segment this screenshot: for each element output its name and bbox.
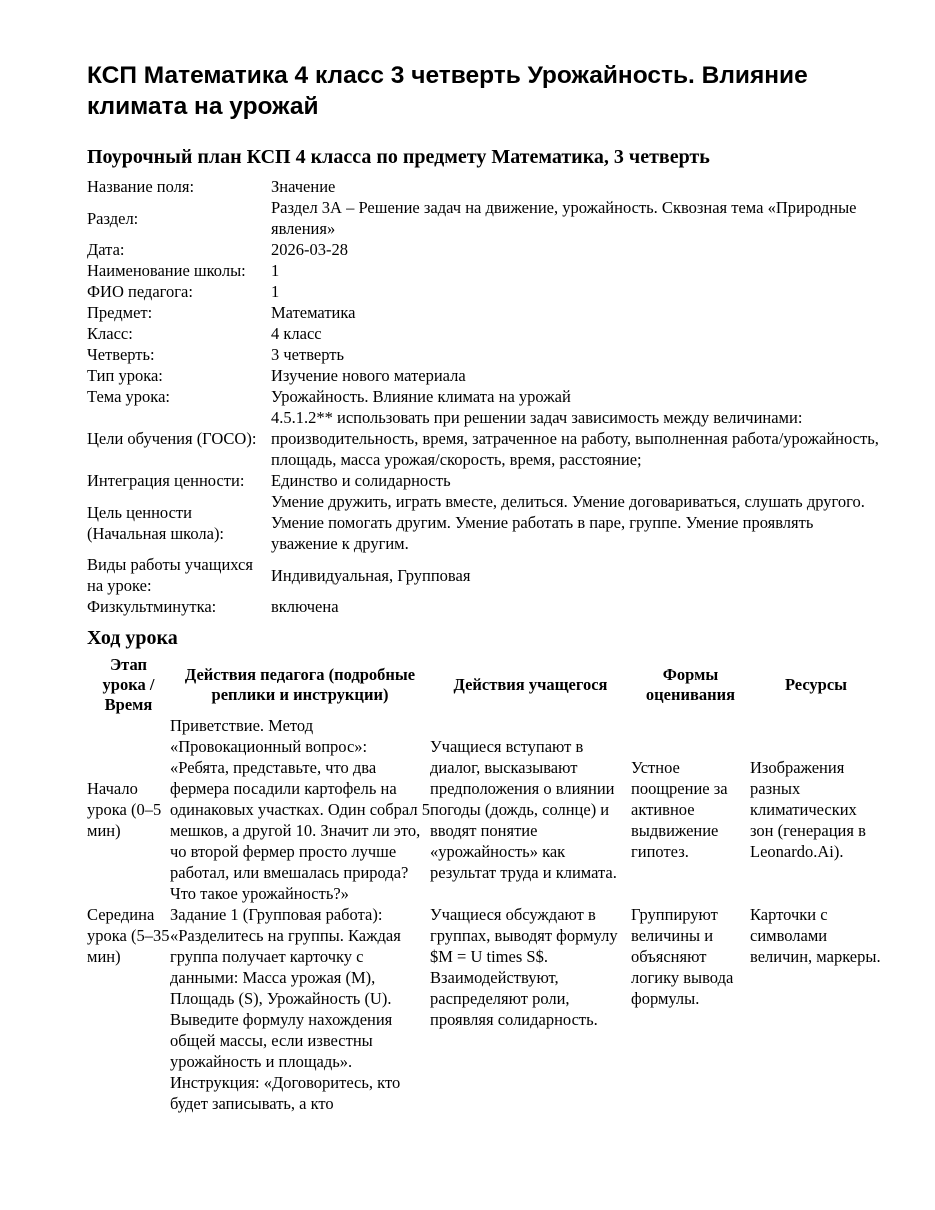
- info-value: 3 четверть: [271, 345, 344, 364]
- info-value: Значение: [271, 177, 336, 196]
- header-student-actions: Действия учащегося: [453, 675, 608, 694]
- cell-assessment: Группируют величины и объясняют логику вывода формулы.: [631, 905, 734, 1008]
- cell-teacher-actions: Приветствие. Метод «Провокационный вопрос»: «Ребята, представьте, что два фермера посадили картофель на одинаковых участках. Один собрал 5 мешков, а другой 10. Значит ли это, чо второй фермер просто лучше работал, или вмешалась природа? Что такое урожайность?»: [170, 716, 431, 903]
- info-row: [87, 176, 881, 197]
- info-table: [87, 176, 881, 617]
- info-key: Класс:: [87, 324, 133, 343]
- info-value: Индивидуальная, Групповая: [271, 565, 471, 585]
- header-stage: Этап урока / Время: [102, 655, 155, 714]
- info-row: [87, 239, 881, 260]
- info-value: Изучение нового материала: [271, 366, 466, 385]
- cell-student-actions: Учащиеся вступают в диалог, высказывают предположения о влиянии погоды (дождь, солнце) и вводят понятие «урожайность» как результат труда и климата.: [430, 737, 617, 882]
- cell-stage: Середина урока (5–35 мин): [87, 905, 170, 966]
- cell-teacher-actions: Задание 1 (Групповая работа): «Разделитесь на группы. Каждая группа получает карточку с данными: Масса урожая (M), Площадь (S), Урожайность (U). Выведите формулу нахождения общей массы, если известны урожайность и площадь». Инструкция: «Договоритесь, кто будет записывать, а кто: [170, 905, 401, 1113]
- info-row: [87, 470, 881, 491]
- info-row: [87, 407, 881, 470]
- info-key: Виды работы учащихся на уроке:: [87, 555, 253, 595]
- info-value: 4 класс: [271, 324, 322, 343]
- cell-student-actions: Учащиеся обсуждают в группах, выводят формулу $M = U times S$. Взаимодействуют, распределяют роли, проявляя солидарность.: [430, 905, 618, 1029]
- document-title: КСП Математика 4 класс 3 четверть Урожайность. Влияние климата на урожай: [87, 62, 808, 120]
- info-value: 2026-03-28: [271, 240, 348, 259]
- info-row: [87, 260, 881, 281]
- info-value: Урожайность. Влияние климата на урожай: [271, 387, 571, 406]
- info-key: Название поля:: [87, 177, 195, 196]
- info-row: [87, 596, 881, 617]
- info-key: Наименование школы:: [87, 261, 246, 280]
- table-row: [87, 715, 882, 904]
- header-teacher-actions: Действия педагога (подробные реплики и инструкции): [184, 665, 416, 704]
- info-value: Умение дружить, играть вместе, делиться. Умение договариваться, слушать другого. Умение помогать другим. Умение работать в паре, группе. Умение проявлять уважение к другим.: [271, 492, 865, 553]
- lesson-table: [87, 655, 882, 1114]
- info-row: [87, 386, 881, 407]
- info-key: Тип урока:: [87, 366, 163, 385]
- cell-resources: Изображения разных климатических зон (генерация в Leonardo.Ai).: [750, 758, 866, 861]
- table-row: [87, 904, 882, 1114]
- header-assessment: Формы оценивания: [645, 665, 736, 704]
- cell-assessment: Устное поощрение за активное выдвижение гипотез.: [631, 758, 728, 861]
- info-key: Предмет:: [87, 303, 153, 322]
- info-value: Единство и солидарность: [271, 471, 451, 490]
- plan-subtitle: Поурочный план КСП 4 класса по предмету Математика, 3 четверть: [87, 146, 710, 168]
- info-key: Физкультминутка:: [87, 597, 217, 616]
- lesson-table-header: [87, 655, 882, 715]
- info-row: [87, 365, 881, 386]
- info-key: Цель ценности (Начальная школа):: [87, 502, 225, 543]
- info-value: Математика: [271, 303, 356, 322]
- info-row: [87, 344, 881, 365]
- info-key: ФИО педагога:: [87, 282, 193, 301]
- cell-resources: Карточки с символами величин, маркеры.: [750, 905, 881, 966]
- info-row: [87, 281, 881, 302]
- info-row: [87, 554, 881, 596]
- lesson-heading: Ход урока: [87, 627, 178, 649]
- info-key: Тема урока:: [87, 387, 170, 406]
- document-page: [87, 60, 887, 1114]
- cell-stage: Начало урока (0–5 мин): [87, 779, 162, 840]
- info-value: включена: [271, 597, 339, 616]
- info-key: Четверть:: [87, 345, 155, 364]
- info-value: 1: [271, 282, 280, 301]
- info-key: Интеграция ценности:: [87, 471, 245, 490]
- info-key: Раздел:: [87, 208, 139, 228]
- info-key: Дата:: [87, 240, 125, 259]
- info-value: 4.5.1.2** использовать при решении задач зависимость между величинами: производительность, время, затраченное на работу, выполненная работа/урожайность, площадь, масса урожая/скорость, время, расстояние;: [271, 408, 879, 469]
- info-row: [87, 491, 881, 554]
- header-resources: Ресурсы: [784, 675, 848, 694]
- info-row: [87, 323, 881, 344]
- info-value: Раздел 3А – Решение задач на движение, урожайность. Сквозная тема «Природные явления»: [271, 198, 857, 238]
- info-row: [87, 197, 881, 239]
- info-key: Цели обучения (ГОСО):: [87, 429, 257, 448]
- info-row: [87, 302, 881, 323]
- info-value: 1: [271, 261, 280, 280]
